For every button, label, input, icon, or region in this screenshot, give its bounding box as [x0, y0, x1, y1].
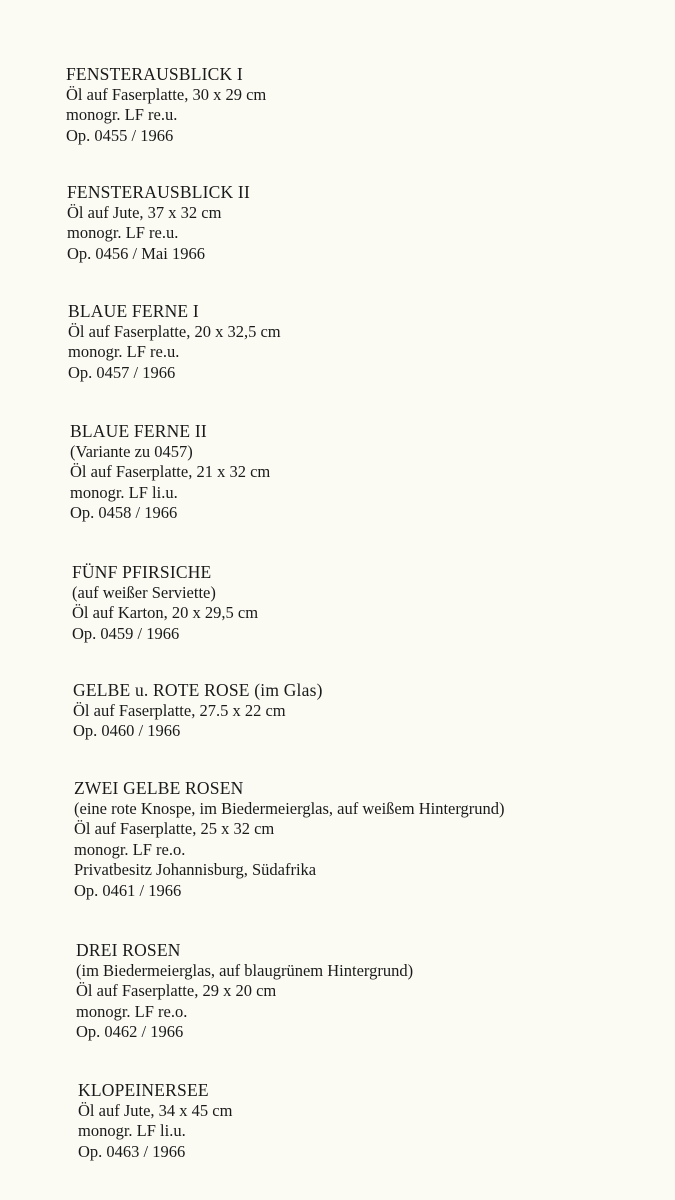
artwork-entry	[67, 182, 627, 264]
artwork-opus: Op. 0455 / 1966	[66, 125, 174, 145]
artwork-note: (auf weißer Serviette)	[72, 582, 216, 602]
artwork-title: GELBE u. ROTE ROSE (im Glas)	[73, 680, 323, 700]
artwork-note: (im Biedermeierglas, auf blaugrünem Hintergrund)	[76, 960, 414, 980]
artwork-opus: Op. 0457 / 1966	[68, 362, 176, 382]
artwork-signature: monogr. LF li.u.	[70, 482, 178, 502]
artwork-title: KLOPEINERSEE	[78, 1080, 209, 1100]
artwork-note: (Variante zu 0457)	[70, 441, 193, 461]
artwork-medium: Öl auf Faserplatte, 21 x 32 cm	[70, 462, 271, 481]
artwork-opus: Op. 0462 / 1966	[76, 1022, 184, 1041]
artwork-opus: Op. 0459 / 1966	[72, 623, 180, 643]
artwork-medium: Öl auf Jute, 34 x 45 cm	[78, 1100, 233, 1120]
artwork-title: DREI ROSEN	[76, 940, 181, 960]
artwork-signature: monogr. LF li.u.	[78, 1121, 186, 1140]
artwork-entry	[76, 940, 636, 1043]
artwork-medium: Öl auf Jute, 37 x 32 cm	[67, 202, 222, 222]
artwork-title: BLAUE FERNE I	[68, 301, 199, 321]
artwork-signature: monogr. LF re.u.	[67, 223, 179, 242]
artwork-medium: Öl auf Faserplatte, 25 x 32 cm	[74, 819, 275, 838]
artwork-signature: monogr. LF re.o.	[74, 839, 186, 859]
artwork-opus: Op. 0460 / 1966	[73, 721, 181, 740]
artwork-entry	[68, 301, 628, 383]
artwork-signature: monogr. LF re.o.	[76, 1001, 188, 1021]
artwork-entry	[73, 680, 633, 742]
artwork-entry	[66, 64, 626, 146]
artwork-title: BLAUE FERNE II	[70, 421, 207, 441]
artwork-title: FENSTERAUSBLICK I	[66, 64, 243, 84]
artwork-opus: Op. 0456 / Mai 1966	[67, 243, 205, 263]
artwork-entry	[74, 778, 634, 901]
artwork-medium: Öl auf Faserplatte, 29 x 20 cm	[76, 981, 277, 1000]
artwork-medium: Öl auf Faserplatte, 27.5 x 22 cm	[73, 700, 286, 720]
artwork-opus: Op. 0461 / 1966	[74, 880, 182, 900]
artwork-entry	[78, 1080, 638, 1162]
artwork-medium: Öl auf Faserplatte, 30 x 29 cm	[66, 84, 267, 104]
artwork-opus: Op. 0458 / 1966	[70, 503, 178, 522]
artwork-signature: monogr. LF re.u.	[68, 342, 180, 361]
artwork-medium: Öl auf Faserplatte, 20 x 32,5 cm	[68, 321, 281, 341]
artwork-title: FÜNF PFIRSICHE	[72, 562, 212, 582]
artwork-entry	[72, 562, 632, 644]
artwork-note: (eine rote Knospe, im Biedermeierglas, auf weißem Hintergrund)	[74, 798, 505, 818]
artwork-provenance: Privatbesitz Johannisburg, Südafrika	[74, 860, 317, 879]
artwork-opus: Op. 0463 / 1966	[78, 1141, 186, 1161]
artwork-title: ZWEI GELBE ROSEN	[74, 778, 244, 798]
artwork-entry	[70, 421, 630, 524]
artwork-medium: Öl auf Karton, 20 x 29,5 cm	[72, 603, 259, 622]
artwork-title: FENSTERAUSBLICK II	[67, 182, 250, 202]
artwork-signature: monogr. LF re.u.	[66, 105, 178, 124]
